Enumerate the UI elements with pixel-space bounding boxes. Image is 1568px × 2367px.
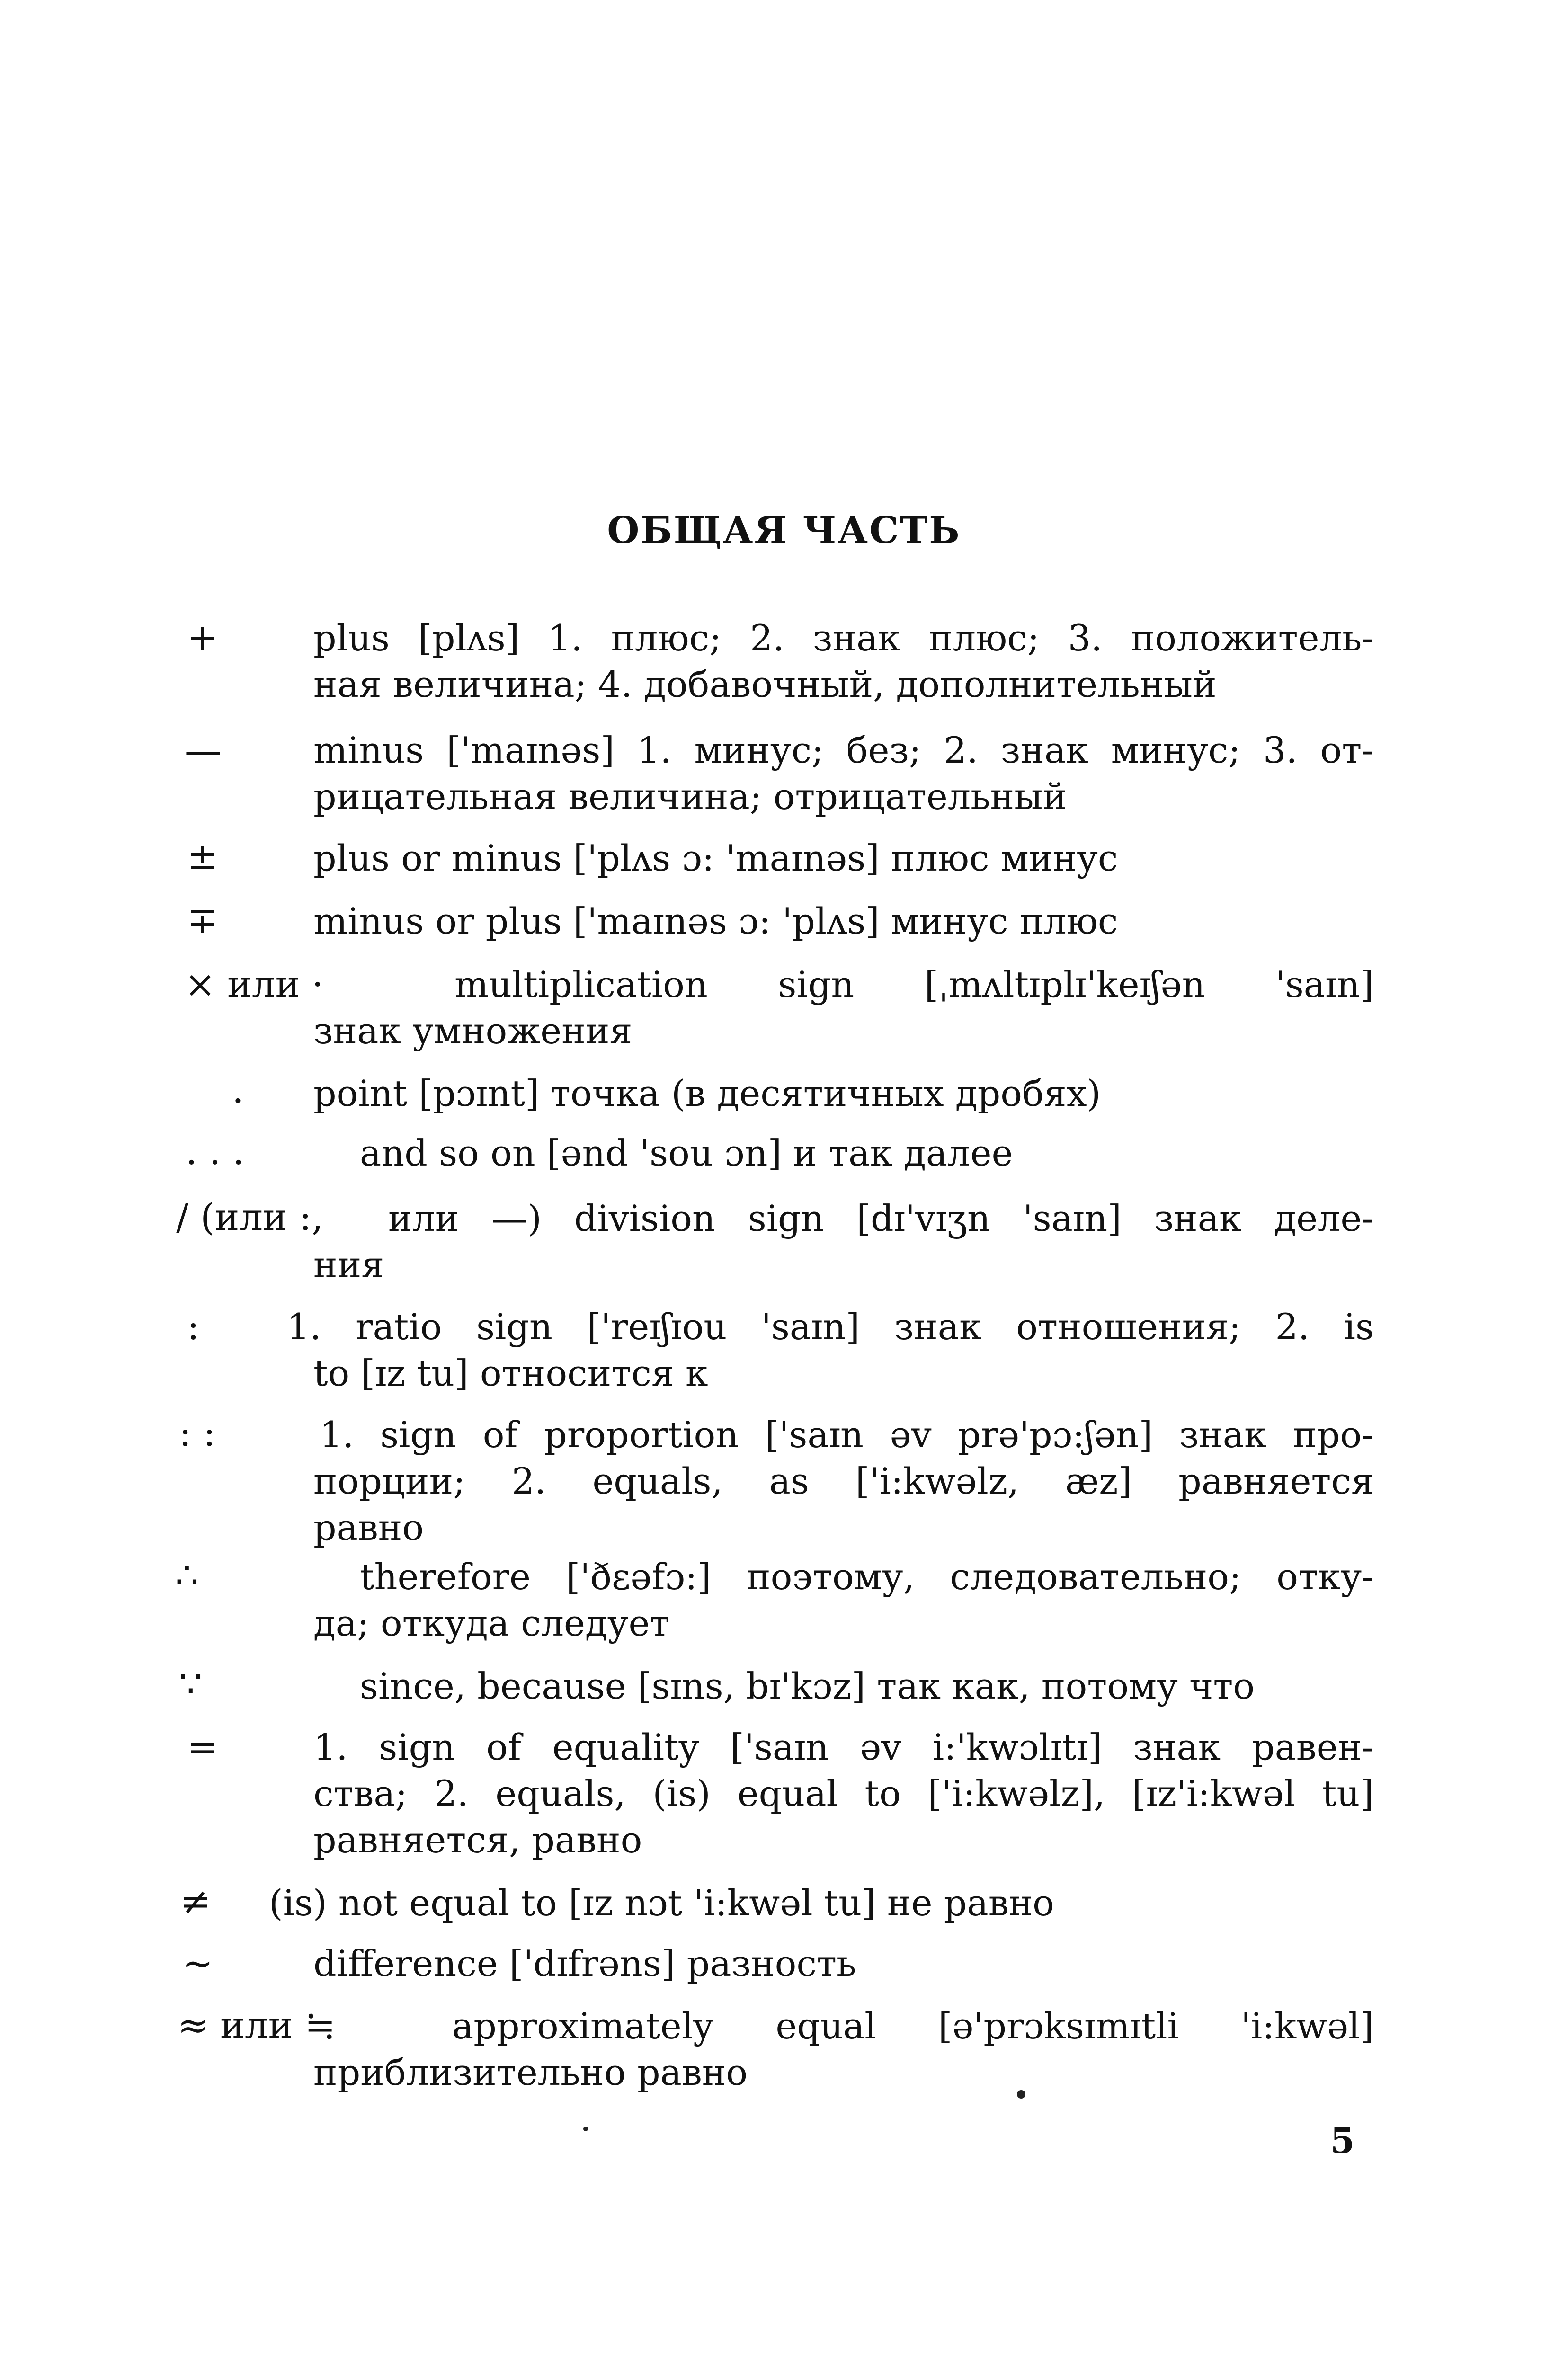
point-symbol: . [232,1069,244,1112]
plus-minus-symbol: ± [187,836,218,878]
entry-line: minus ['maɪnəs] 1. минус; без; 2. знак минус; 3. от- [313,729,1374,771]
entry-line: minus or plus ['maɪnəs ɔ: 'plʌs] минус плюс [313,900,1118,942]
entry-line: ная величина; 4. добавочный, дополнительный [313,663,1217,705]
not-equal-symbol: ≠ [180,1880,211,1923]
page-number: 5 [1330,2121,1355,2162]
multiplication-symbol: × или · [185,963,324,1006]
tilde-symbol: ∼ [182,1942,214,1985]
therefore-symbol: ∴ [175,1554,199,1597]
entry-line: порции; 2. equals, as ['i:kwəlz, æz] равняется [313,1460,1374,1502]
entry-line: 1. sign of equality ['saɪn əv i:'kwɔlɪtɪ] знак равен- [313,1726,1374,1768]
ratio-symbol: : [187,1306,200,1348]
entry-line: 1. sign of proportion ['saɪn əv prə'pɔ:ʃən] знак про- [320,1414,1374,1456]
because-symbol: ∵ [179,1663,203,1706]
entry-line: plus [plʌs] 1. плюс; 2. знак плюс; 3. положитель- [313,617,1374,659]
entry-line: да; откуда следует [313,1602,670,1644]
print-speck [1017,2090,1025,2099]
entry-line: ния [313,1244,384,1286]
entry-line: therefore ['ðɛəfɔ:] поэтому, следовательно; отку- [360,1556,1374,1598]
entry-line: 1. ratio sign ['reɪʃɪou 'saɪn] знак отношения; 2. is [287,1306,1374,1348]
ellipsis-symbol: . . . [186,1130,244,1173]
entry-line: approximately equal [ə'prɔksɪmɪtli 'i:kwəl] [452,2005,1374,2047]
print-speck [583,2127,588,2131]
entry-line: and so on [ənd 'sou ɔn] и так далее [360,1132,1013,1174]
entry-line: (is) not equal to [ɪz nɔt 'i:kwəl tu] не равно [269,1882,1054,1924]
entry-line: рицательная величина; отрицательный [313,775,1067,818]
entry-line: или —) division sign [dɪ'vɪʒn 'saɪn] знак деле- [388,1197,1374,1239]
approximately-symbol: ≈ или ≒ [178,2004,336,2047]
entry-line: difference ['dɪfrəns] разность [313,1942,856,1984]
entry-line: multiplication sign [ˌmʌltɪplɪ'keɪʃən 'saɪn] [454,963,1374,1006]
entry-line: приблизительно равно [313,2051,748,2093]
minus-symbol: — [185,730,222,772]
page-title: ОБЩАЯ ЧАСТЬ [607,509,961,552]
entry-line: to [ɪz tu] относится к [313,1352,708,1394]
entry-line: равняется, равно [313,1819,642,1861]
entry-line: point [pɔɪnt] точка (в десятичных дробях) [313,1072,1101,1114]
minus-plus-symbol: ∓ [187,899,218,942]
entry-line: знак умножения [313,1010,633,1052]
proportion-symbol: : : [179,1412,216,1455]
entry-line: since, because [sɪns, bɪ'kɔz] так как, потому что [360,1665,1255,1707]
entry-line: равно [313,1506,424,1548]
plus-symbol: + [187,616,218,659]
entry-line: plus or minus ['plʌs ɔ: 'maɪnəs] плюс минус [313,837,1118,879]
division-symbol: / (или :, [176,1196,323,1239]
equals-symbol: = [187,1726,218,1769]
entry-line: ства; 2. equals, (is) equal to ['i:kwəlz], [ɪz'i:kwəl tu] [313,1772,1374,1815]
